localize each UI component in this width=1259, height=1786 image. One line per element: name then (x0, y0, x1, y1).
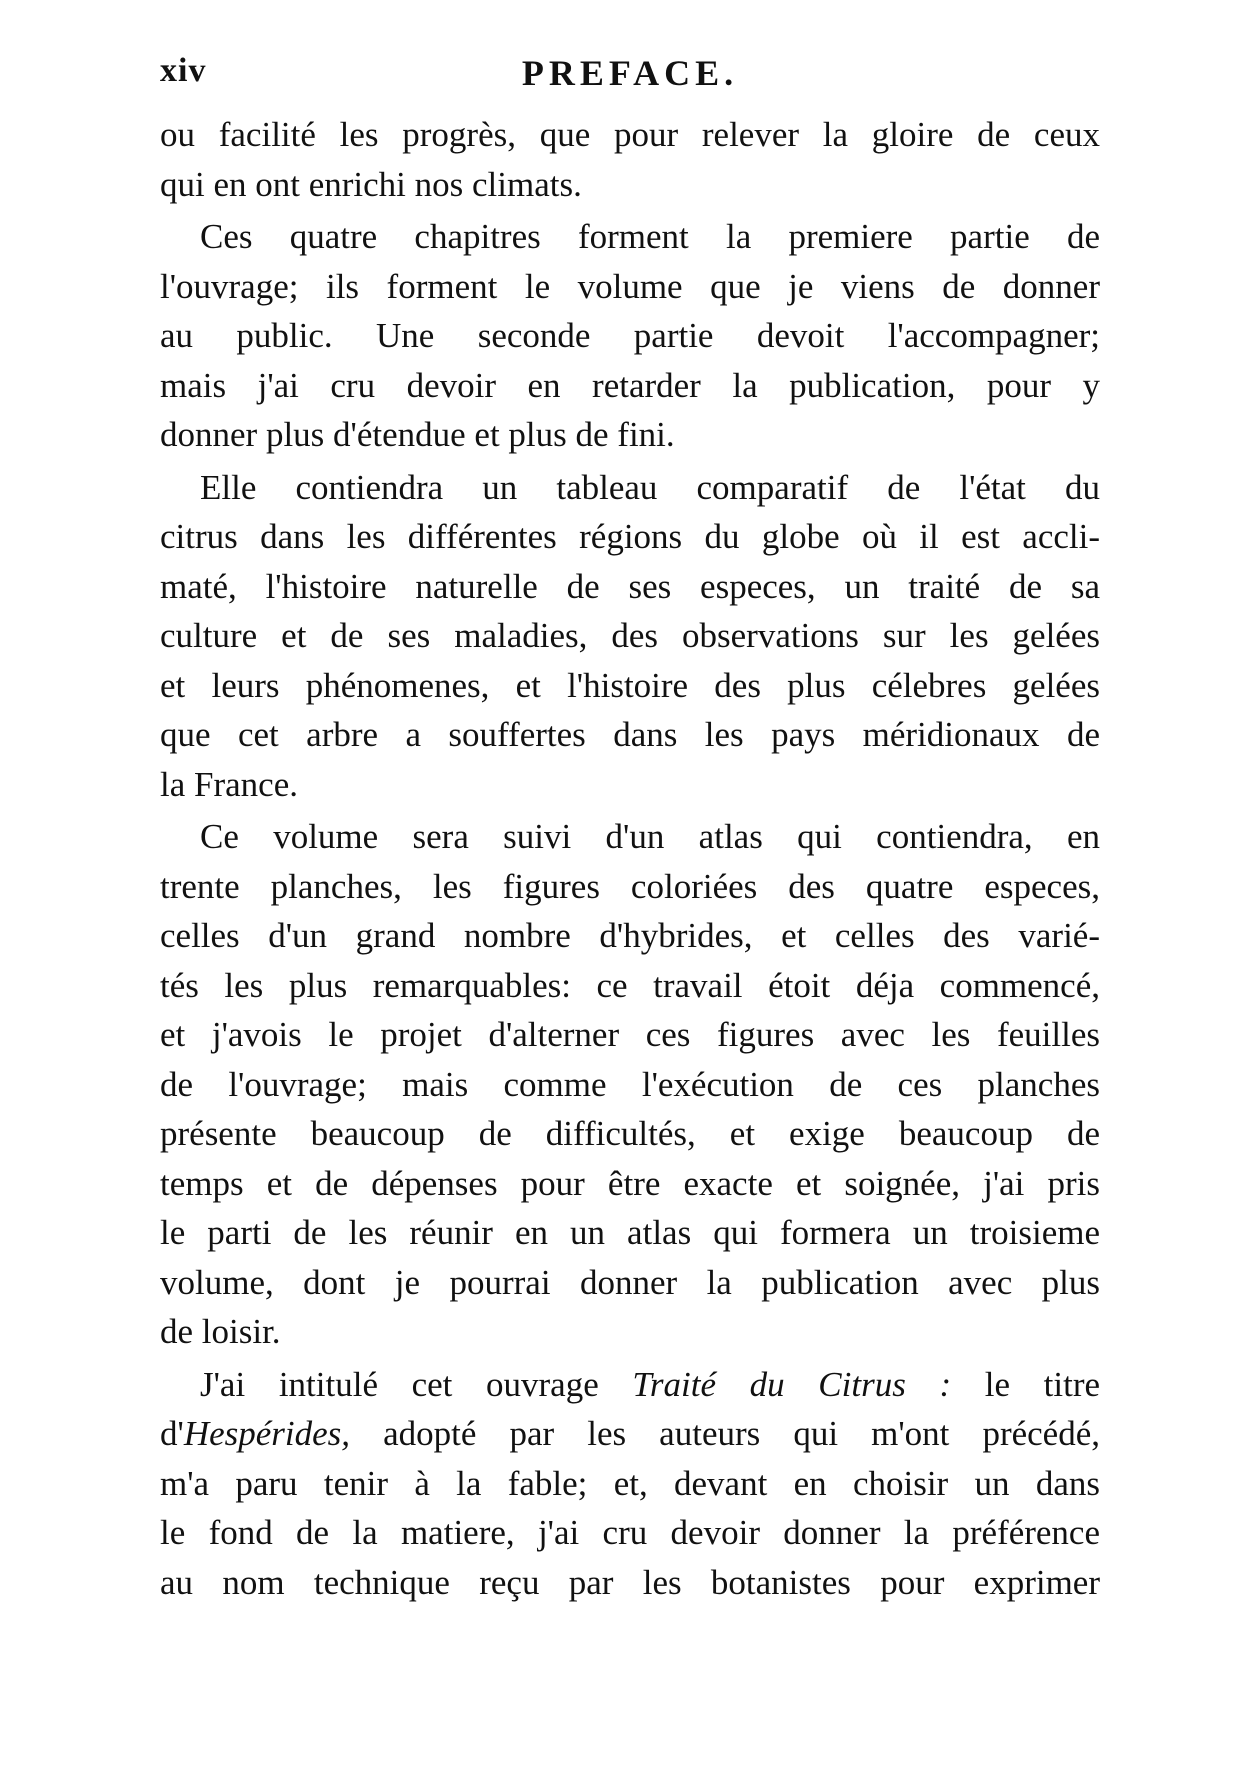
text-line: le fond de la matiere, j'ai cru devoir donner la préférence (160, 1513, 1100, 1552)
text-line: temps et de dépenses pour être exacte et soignée, j'ai pris (160, 1163, 1100, 1203)
text-line: ou facilité les progrès, que pour relever la gloire de ceux (160, 115, 1100, 154)
text-segment: le titre (951, 1364, 1101, 1404)
text-line: au public. Une seconde partie devoit l'accompagner; (160, 316, 1100, 355)
text-line: qui en ont enrichi nos climats. (160, 164, 582, 204)
text-line: Elle contiendra un tableau comparatif de l'état du (200, 467, 1100, 507)
text-line: et j'avois le projet d'alterner ces figures avec les feuilles (160, 1015, 1100, 1054)
text-line: l'ouvrage; ils forment le volume que je viens de donner (160, 266, 1100, 306)
text-line: de l'ouvrage; mais comme l'exécution de ces planches (160, 1064, 1100, 1104)
running-title: PREFACE. (521, 53, 739, 93)
text-line: que cet arbre a souffertes dans les pays méridionaux de (160, 715, 1100, 754)
paragraph-intitule (160, 1360, 1100, 1608)
paragraph-continuation (160, 110, 1100, 209)
text-line: de loisir. (160, 1312, 281, 1351)
text-line: présente beaucoup de difficultés, et exige beaucoup de (160, 1114, 1100, 1153)
page-number: xiv (160, 52, 207, 89)
text-line: m'a paru tenir à la fable; et, devant en choisir un dans (160, 1463, 1100, 1503)
text-line: et leurs phénomenes, et l'histoire des plus célebres gelées (160, 665, 1100, 705)
text-line: maté, l'histoire naturelle de ses especes, un traité de sa (160, 566, 1100, 606)
text-line: Ces quatre chapitres forment la premiere partie de (200, 217, 1100, 256)
text-segment: adopté par les auteurs qui m'ont précédé, (350, 1414, 1100, 1453)
text-body (160, 110, 1100, 1607)
text-line (160, 1360, 1100, 1410)
page-header (160, 52, 1100, 102)
text-line: mais j'ai cru devoir en retarder la publication, pour y (160, 365, 1100, 405)
text-segment: J'ai intitulé cet ouvrage (200, 1364, 633, 1404)
text-line: Ce volume sera suivi d'un atlas qui contiendra, en (200, 817, 1100, 856)
text-line: la France. (160, 764, 298, 804)
paragraph-contiendra (160, 463, 1100, 810)
text-line: le parti de les réunir en un atlas qui formera un troisieme (160, 1213, 1100, 1252)
hesperides-italic: Hespérides, (183, 1414, 351, 1453)
text-line: tés les plus remarquables: ce travail étoit déja commencé, (160, 965, 1100, 1005)
text-line: au nom technique reçu par les botanistes pour exprimer (160, 1562, 1100, 1602)
text-line: donner plus d'étendue et plus de fini. (160, 415, 675, 454)
text-line: citrus dans les différentes régions du globe où il est accli- (160, 517, 1100, 556)
paragraph-atlas (160, 812, 1100, 1357)
text-line: trente planches, les figures coloriées des quatre especes, (160, 866, 1100, 906)
text-segment: d' (160, 1414, 184, 1453)
book-title-italic: Traité du Citrus : (632, 1364, 952, 1404)
text-line (160, 1409, 1100, 1459)
paragraph-chapitres (160, 212, 1100, 460)
text-line: volume, dont je pourrai donner la publication avec plus (160, 1262, 1100, 1302)
text-line: culture et de ses maladies, des observations sur les gelées (160, 616, 1100, 655)
text-line: celles d'un grand nombre d'hybrides, et celles des varié- (160, 916, 1100, 955)
